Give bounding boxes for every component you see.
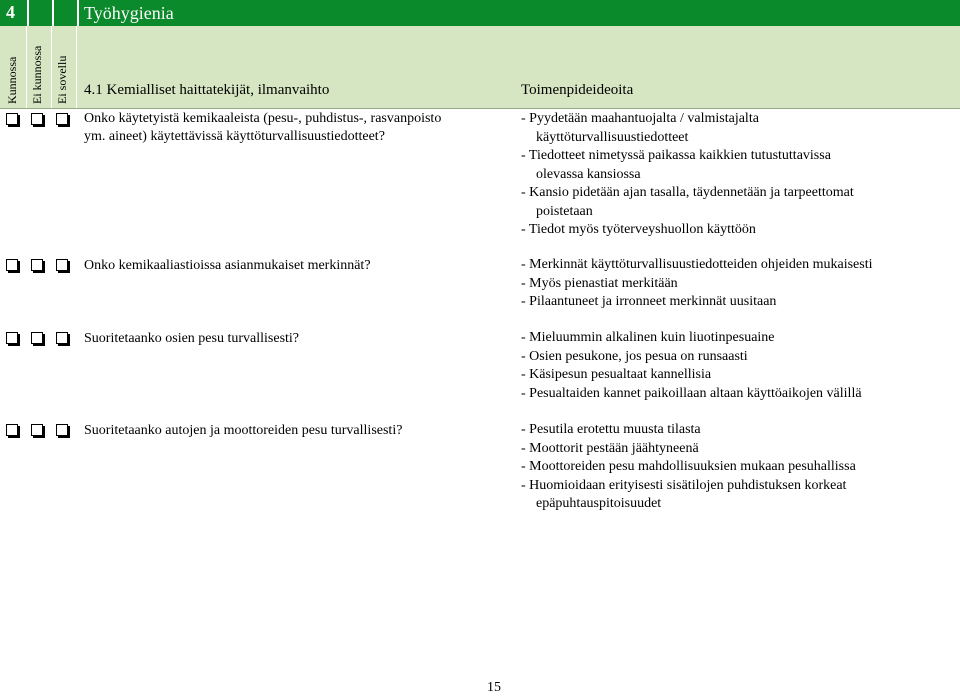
checkbox-kunnossa[interactable] xyxy=(6,259,18,271)
checkbox-ei-kunnossa[interactable] xyxy=(31,332,43,344)
checkbox-ei-kunnossa[interactable] xyxy=(31,424,43,436)
checkbox-ei-kunnossa[interactable] xyxy=(31,113,43,125)
column-divider xyxy=(51,26,52,108)
idea-line: - Osien pesukone, jos pesua on runsaasti xyxy=(521,348,748,364)
question-line: Onko käytetyistä kemikaaleista (pesu-, puhdistus-, rasvanpoisto xyxy=(84,111,442,126)
checkbox-ei-sovellu[interactable] xyxy=(56,424,68,436)
question-line: ym. aineet) käytettävissä käyttöturvallisuustiedotteet? xyxy=(84,129,385,144)
checkbox-ei-sovellu[interactable] xyxy=(56,332,68,344)
idea-line: - Pilaantuneet ja irronneet merkinnät uusitaan xyxy=(521,294,777,309)
section-title: Työhygienia xyxy=(84,3,174,23)
checkbox-kunnossa[interactable] xyxy=(6,332,18,344)
idea-line: - Tiedot myös työterveyshuollon käyttöön xyxy=(521,222,756,237)
ideas-list xyxy=(521,421,856,514)
idea-line: - Huomioidaan erityisesti sisätilojen puhdistuksen korkeat xyxy=(521,477,847,493)
idea-line: - Kansio pidetään ajan tasalla, täydennetään ja tarpeettomat xyxy=(521,185,854,200)
idea-line: olevassa kansiossa xyxy=(536,166,641,182)
question-text xyxy=(84,257,371,275)
column-header-ei-sovellu: Ei sovellu xyxy=(55,55,69,104)
question-line: Onko kemikaaliastioissa asianmukaiset merkinnät? xyxy=(84,258,371,273)
idea-line: - Mieluummin alkalinen kuin liuotinpesuaine xyxy=(521,330,775,345)
idea-line: - Pyydetään maahantuojalta / valmistajalta xyxy=(521,111,759,126)
ideas-list xyxy=(521,256,872,312)
idea-line: - Käsipesun pesualtaat kannellisia xyxy=(521,367,712,382)
column-divider xyxy=(27,0,29,26)
section-number: 4 xyxy=(6,2,15,22)
checkbox-ei-sovellu[interactable] xyxy=(56,113,68,125)
checkbox-kunnossa[interactable] xyxy=(6,113,18,125)
page-number: 15 xyxy=(487,680,501,695)
idea-line: käyttöturvallisuustiedotteet xyxy=(536,129,689,145)
subsection-title: 4.1 Kemialliset haittatekijät, ilmanvaihto xyxy=(84,82,330,98)
idea-line: - Pesutila erotettu muusta tilasta xyxy=(521,422,701,437)
ideas-column-title: Toimenpideideoita xyxy=(521,82,634,98)
idea-line: epäpuhtauspitoisuudet xyxy=(536,496,662,511)
question-text xyxy=(84,422,402,440)
column-header-kunnossa: Kunnossa xyxy=(5,56,19,104)
question-text xyxy=(84,330,299,348)
column-divider xyxy=(52,0,54,26)
checkbox-kunnossa[interactable] xyxy=(6,424,18,436)
question-text xyxy=(84,110,441,146)
checkbox-ei-kunnossa[interactable] xyxy=(31,259,43,271)
idea-line: poistetaan xyxy=(536,203,593,219)
column-divider xyxy=(77,0,79,26)
question-line: Suoritetaanko osien pesu turvallisesti? xyxy=(84,331,300,346)
idea-line: - Tiedotteet nimetyssä paikassa kaikkien tutustuttavissa xyxy=(521,148,831,163)
table-header xyxy=(0,26,960,108)
column-divider xyxy=(76,26,77,108)
ideas-list xyxy=(521,110,854,240)
column-header-ei-kunnossa: Ei kunnossa xyxy=(30,45,44,104)
idea-line: - Moottoreiden pesu mahdollisuuksien mukaan pesuhallissa xyxy=(521,459,856,474)
column-divider xyxy=(26,26,27,108)
idea-line: - Merkinnät käyttöturvallisuustiedotteiden ohjeiden mukaisesti xyxy=(521,257,873,272)
idea-line: - Myös pienastiat merkitään xyxy=(521,275,678,291)
ideas-list xyxy=(521,329,862,403)
section-title-bar xyxy=(0,0,960,26)
header-divider xyxy=(0,108,960,109)
checkbox-ei-sovellu[interactable] xyxy=(56,259,68,271)
idea-line: - Moottorit pestään jäähtyneenä xyxy=(521,440,699,456)
question-line: Suoritetaanko autojen ja moottoreiden pesu turvallisesti? xyxy=(84,423,403,438)
idea-line: - Pesualtaiden kannet paikoillaan altaan käyttöaikojen välillä xyxy=(521,385,862,401)
